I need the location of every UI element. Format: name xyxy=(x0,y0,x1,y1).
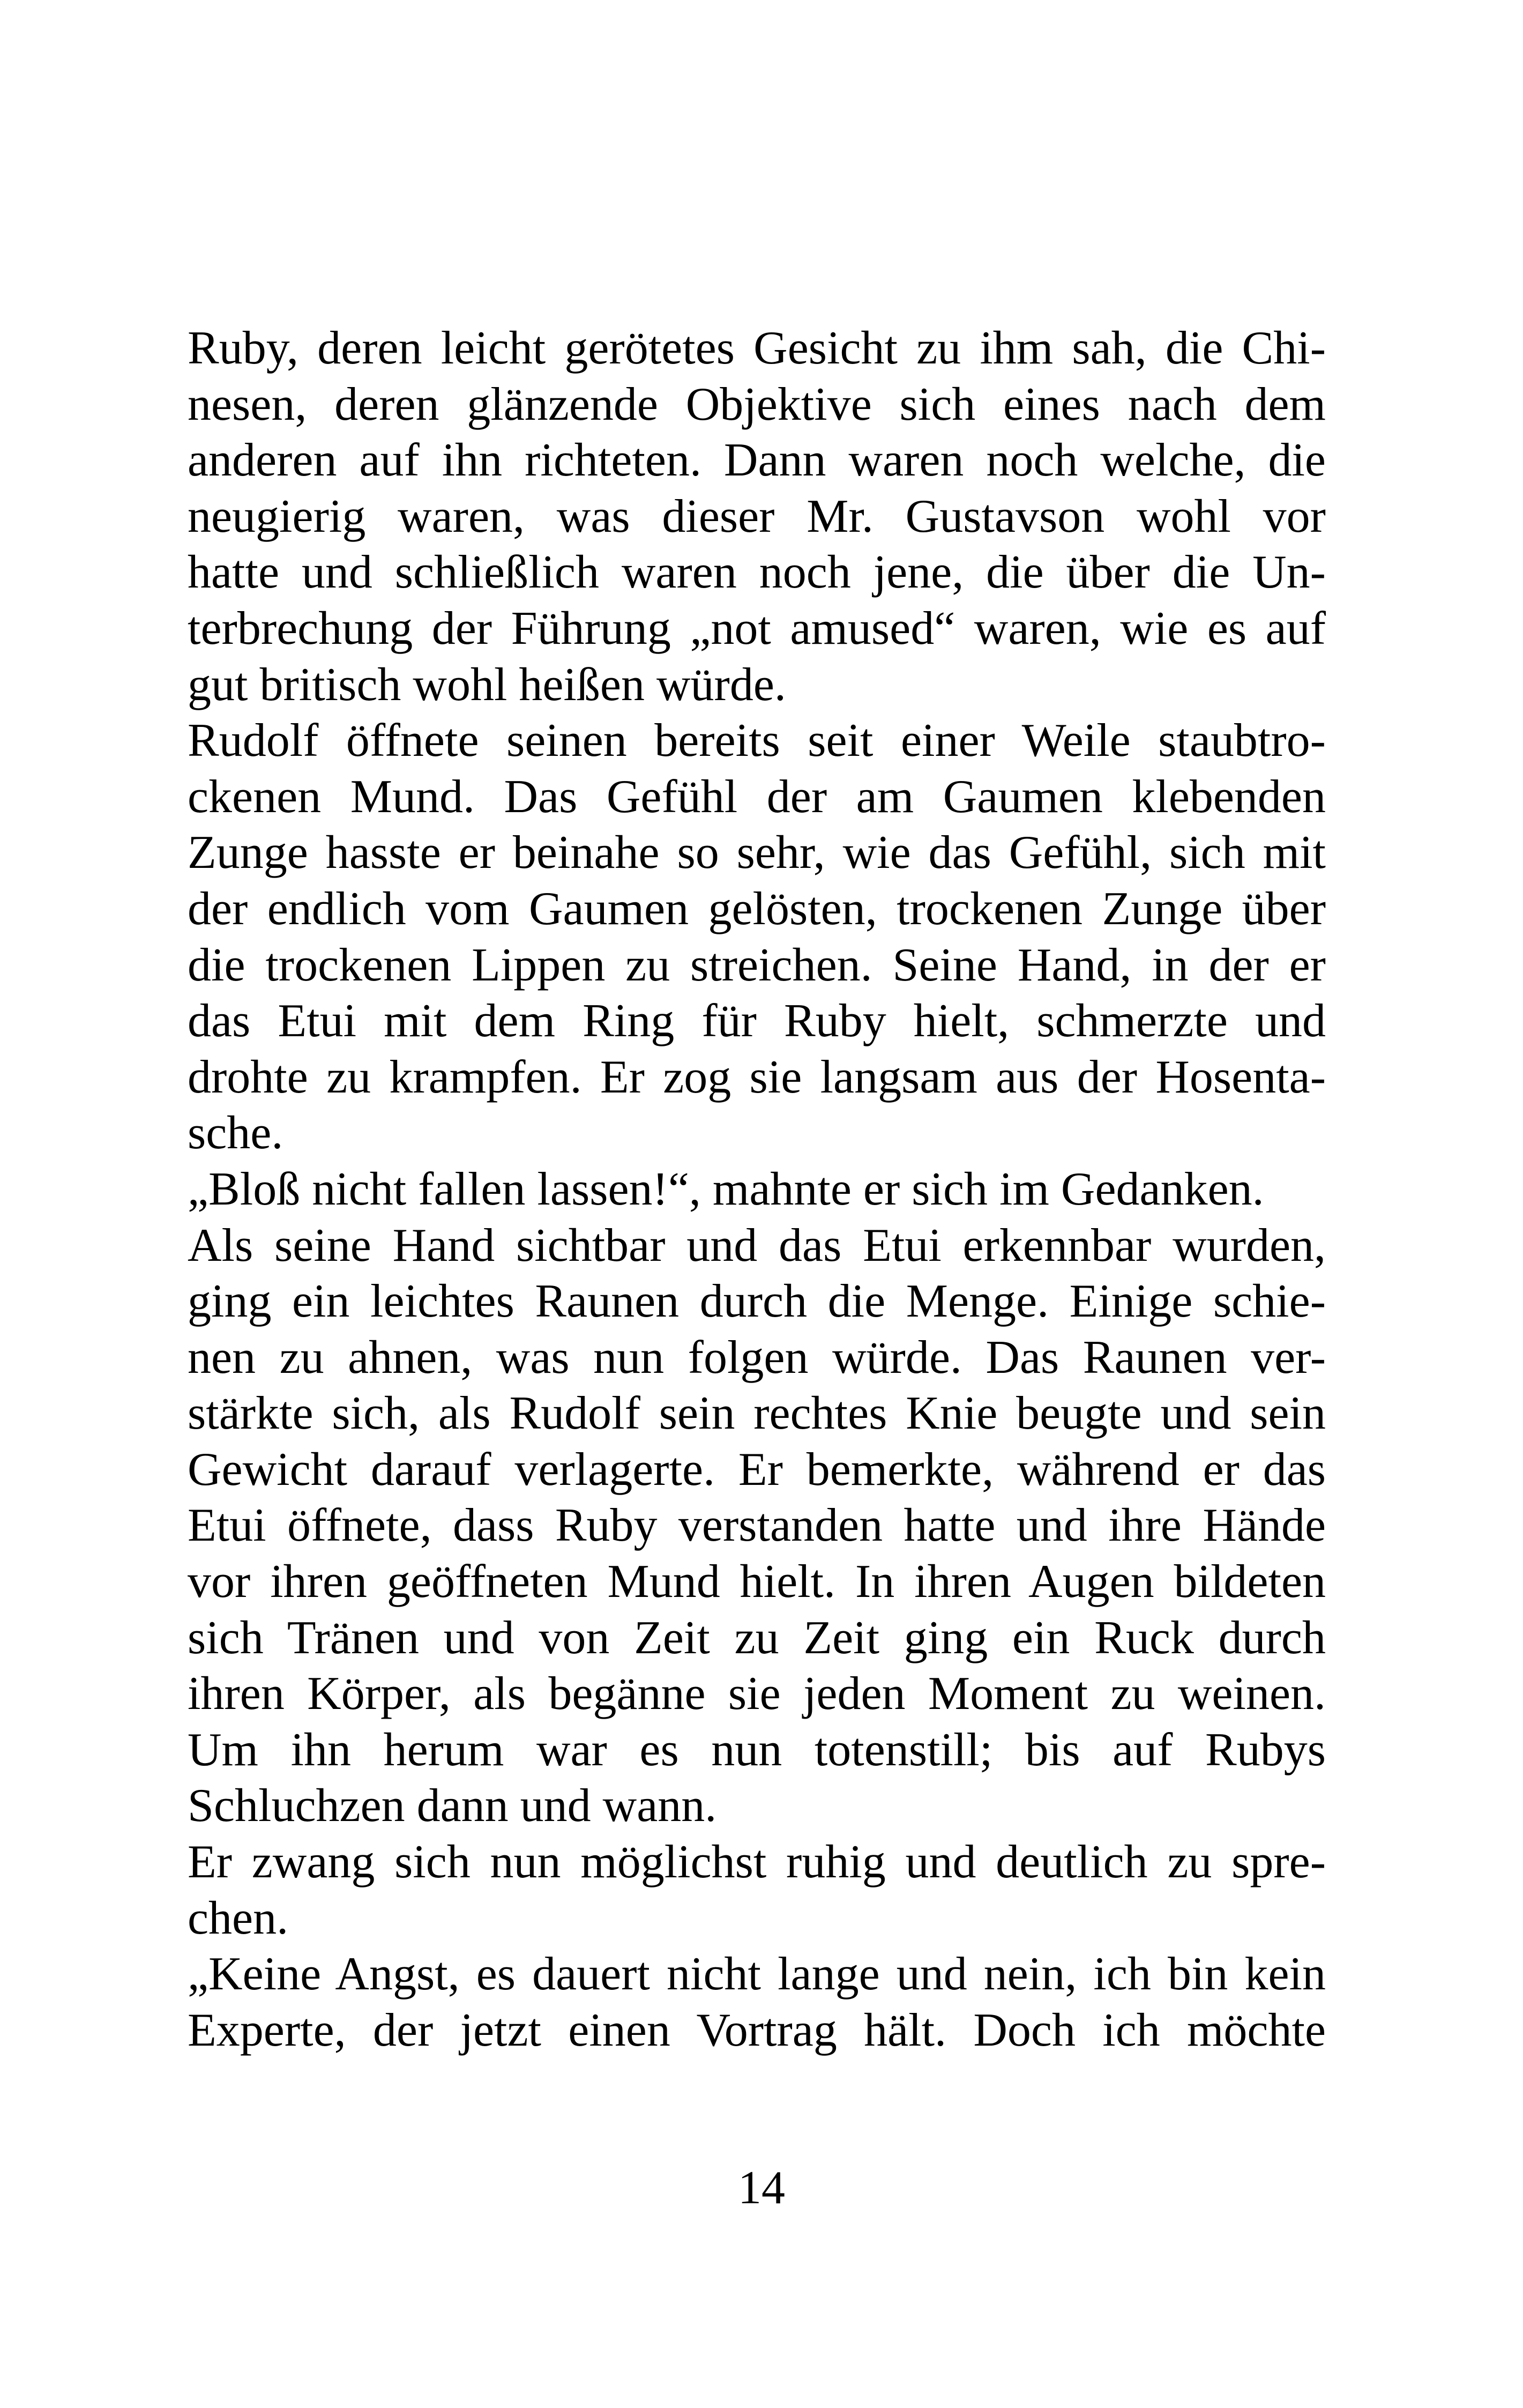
text-line: Um ihn herum war es nun totenstill; bis auf Rubys xyxy=(188,1723,1326,1776)
text-line: chen. xyxy=(188,1892,289,1944)
text-line: nen zu ahnen, was nun folgen würde. Das Raunen ver- xyxy=(188,1331,1326,1384)
text-line: „Keine Angst, es dauert nicht lange und nein, ich bin kein xyxy=(188,1948,1326,2001)
text-line: Schluchzen dann und wann. xyxy=(188,1780,717,1832)
text-line: ihren Körper, als begänne sie jeden Moment zu weinen. xyxy=(188,1668,1326,1720)
text-line: nesen, deren glänzende Objektive sich eines nach dem xyxy=(188,378,1326,430)
text-line: Gewicht darauf verlagerte. Er bemerkte, während er das xyxy=(188,1443,1326,1496)
text-line: neugierig waren, was dieser Mr. Gustavson wohl vor xyxy=(188,490,1326,542)
text-line: stärkte sich, als Rudolf sein rechtes Knie beugte und sein xyxy=(188,1387,1326,1440)
text-line: Etui öffnete, dass Ruby verstanden hatte und ihre Hände xyxy=(188,1499,1326,1552)
body-text xyxy=(188,321,1326,2058)
text-line: „Bloß nicht fallen lassen!“, mahnte er sich im Gedanken. xyxy=(188,1163,1264,1215)
text-line: die trockenen Lippen zu streichen. Seine Hand, in der er xyxy=(188,939,1326,991)
text-line: vor ihren geöffneten Mund hielt. In ihren Augen bildeten xyxy=(188,1556,1326,1608)
text-line: das Etui mit dem Ring für Ruby hielt, schmerzte und xyxy=(188,995,1326,1047)
text-line: ging ein leichtes Raunen durch die Menge. Einige schie- xyxy=(188,1275,1326,1328)
text-line: Zunge hasste er beinahe so sehr, wie das Gefühl, sich mit xyxy=(188,827,1326,879)
text-line: ckenen Mund. Das Gefühl der am Gaumen klebenden xyxy=(188,770,1326,823)
text-line: sche. xyxy=(188,1107,283,1160)
text-line: Er zwang sich nun möglichst ruhig und deutlich zu spre- xyxy=(188,1836,1326,1889)
text-line: anderen auf ihn richteten. Dann waren noch welche, die xyxy=(188,434,1326,487)
text-line: terbrechung der Führung „not amused“ waren, wie es auf xyxy=(188,602,1326,655)
page-number: 14 xyxy=(738,2162,785,2214)
text-line: der endlich vom Gaumen gelösten, trockenen Zunge über xyxy=(188,882,1326,935)
text-line: Ruby, deren leicht gerötetes Gesicht zu ihm sah, die Chi- xyxy=(188,322,1326,374)
text-line: Rudolf öffnete seinen bereits seit einer Weile staubtro- xyxy=(188,715,1326,767)
text-line: sich Tränen und von Zeit zu Zeit ging ein Ruck durch xyxy=(188,1611,1326,1664)
text-line: Experte, der jetzt einen Vortrag hält. Doch ich möchte xyxy=(188,2004,1326,2056)
text-line: Als seine Hand sichtbar und das Etui erkennbar wurden, xyxy=(188,1219,1326,1272)
text-line: hatte und schließlich waren noch jene, die über die Un- xyxy=(188,546,1326,599)
text-line: drohte zu krampfen. Er zog sie langsam aus der Hosenta- xyxy=(188,1051,1326,1103)
text-line: gut britisch wohl heißen würde. xyxy=(188,658,786,711)
